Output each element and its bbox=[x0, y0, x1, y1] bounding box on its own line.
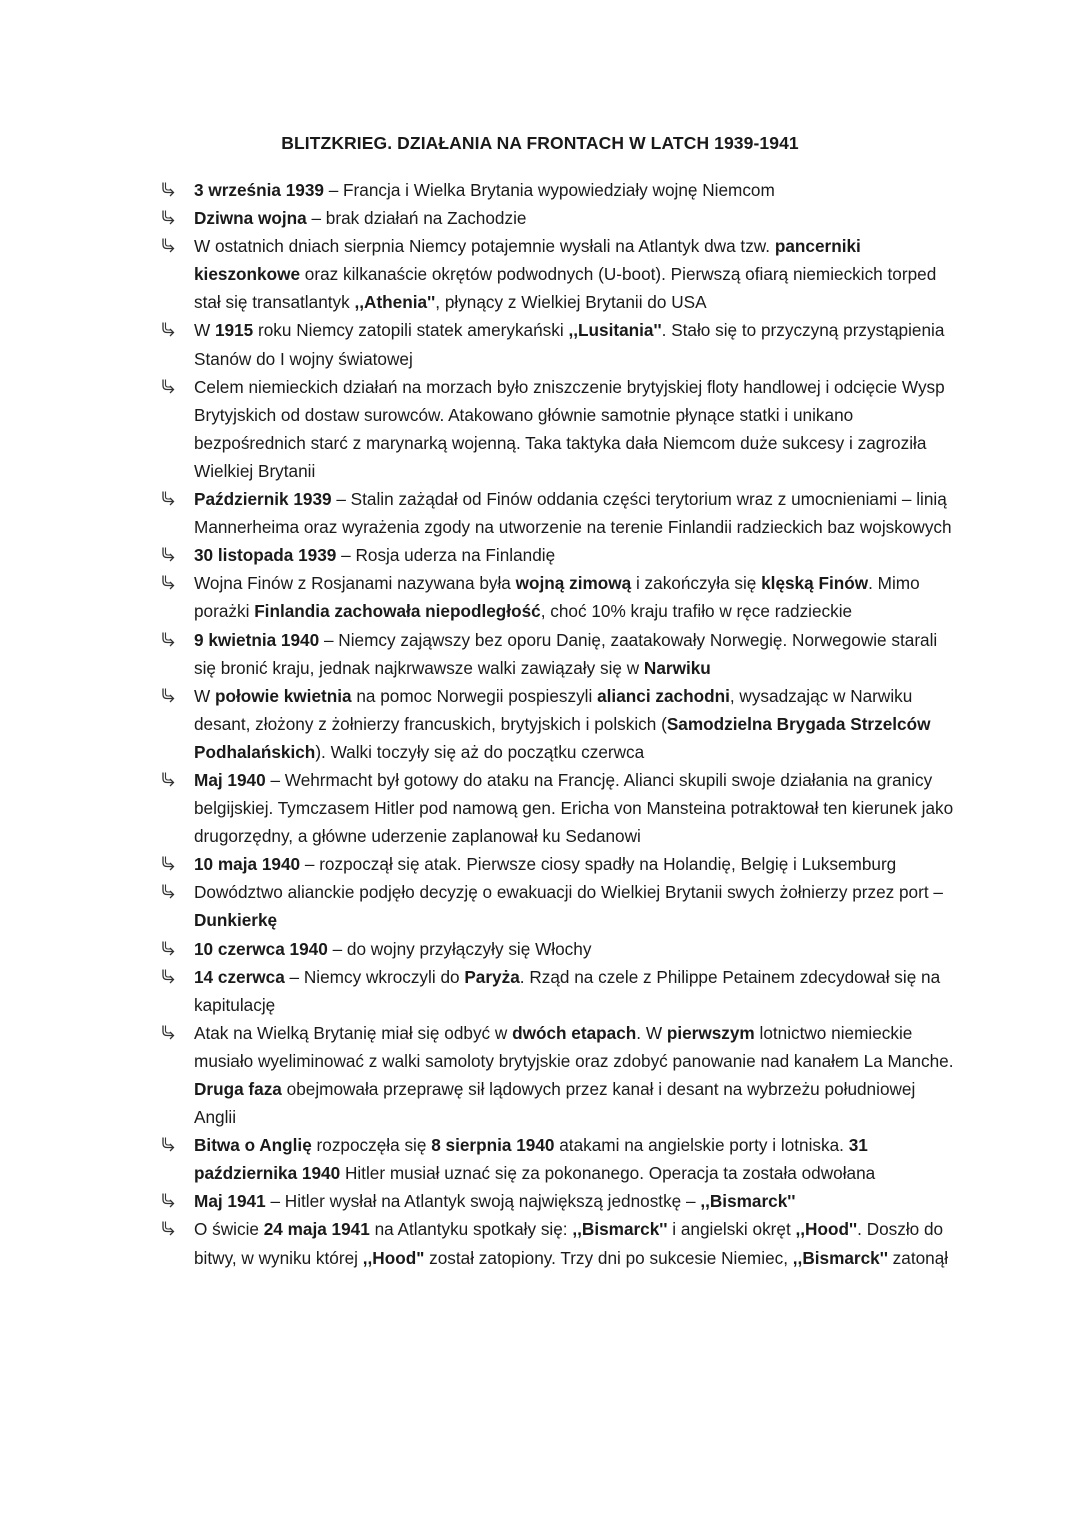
text-segment: rozpoczęła się bbox=[311, 1135, 432, 1156]
list-item-text bbox=[194, 204, 960, 232]
text-segment: O świcie bbox=[194, 1219, 264, 1240]
list-item-text bbox=[194, 878, 960, 934]
list-item-text bbox=[194, 1187, 960, 1215]
bold-segment: ,,Bismarck'' bbox=[572, 1219, 668, 1240]
bold-segment: 31 października 1940 bbox=[194, 1135, 868, 1184]
text-segment: W ostatnich dniach sierpnia Niemcy potajemnie wysłali na Atlantyk dwa tzw. bbox=[194, 236, 775, 257]
bold-segment: Samodzielna Brygada Strzelców Podhalańskich bbox=[194, 713, 931, 762]
list-item bbox=[160, 626, 960, 682]
bold-segment: ,,Bismarck'' bbox=[700, 1191, 796, 1212]
text-segment: – Stalin zażądał od Finów oddania części terytorium wraz z umocnieniami – linią Mannerheima oraz wyrażenia zgody na utworzenie na terenie Finlandii radzieckich baz wojskowych bbox=[194, 489, 952, 538]
text-segment: – do wojny przyłączyły się Włochy bbox=[327, 938, 592, 959]
bold-segment: 3 września 1939 bbox=[194, 180, 324, 200]
text-segment: Hitler musiał uznać się za pokonanego. Operacja ta została odwołana bbox=[340, 1163, 876, 1184]
text-segment: Wojna Finów z Rosjanami nazywana była bbox=[194, 573, 516, 594]
bold-segment: ,,Lusitania'' bbox=[568, 320, 662, 341]
list-item-text bbox=[194, 766, 960, 850]
list-item-text bbox=[194, 1019, 960, 1131]
list-item bbox=[160, 204, 960, 232]
bold-segment: wojną zimową bbox=[515, 573, 632, 594]
list-item-text bbox=[194, 541, 960, 569]
bold-segment: pierwszym bbox=[666, 1022, 755, 1043]
bold-segment: alianci zachodni bbox=[597, 685, 730, 706]
bold-segment: 10 czerwca 1940 bbox=[194, 938, 328, 959]
bold-segment: Październik 1939 bbox=[194, 489, 332, 510]
bold-segment: Bitwa o Anglię bbox=[194, 1135, 312, 1156]
bold-segment: Narwiku bbox=[643, 657, 711, 678]
hooked-arrow-icon bbox=[160, 232, 194, 260]
list-item bbox=[160, 176, 960, 204]
text-segment: , wysadzając w Narwiku desant, złożony z żołnierzy francuskich, brytyjskich i polskich ( bbox=[194, 685, 913, 734]
hooked-arrow-icon bbox=[160, 682, 194, 710]
text-segment: i angielski okręt bbox=[667, 1219, 796, 1240]
bold-segment: 30 listopada 1939 bbox=[194, 545, 337, 566]
list-item bbox=[160, 1215, 960, 1271]
list-item-text bbox=[194, 176, 960, 204]
list-item bbox=[160, 1019, 960, 1131]
bold-segment: Finlandia zachowała niepodległość bbox=[254, 601, 541, 622]
list-item-text bbox=[194, 1215, 960, 1271]
bold-segment: połowie kwietnia bbox=[215, 685, 352, 706]
list-item-text bbox=[194, 1131, 960, 1187]
text-segment: i zakończyła się bbox=[631, 573, 762, 594]
list-item bbox=[160, 485, 960, 541]
hooked-arrow-icon bbox=[160, 485, 194, 513]
text-segment: , płynący z Wielkiej Brytanii do USA bbox=[435, 292, 707, 313]
list-item bbox=[160, 1187, 960, 1215]
text-segment: został zatopiony. Trzy dni po sukcesie Niemiec, bbox=[424, 1247, 793, 1268]
text-segment: – Hitler wysłał na Atlantyk swoją największą jednostkę – bbox=[265, 1191, 701, 1212]
hooked-arrow-icon bbox=[160, 569, 194, 597]
hooked-arrow-icon bbox=[160, 1131, 194, 1159]
list-item bbox=[160, 963, 960, 1019]
list-item bbox=[160, 850, 960, 878]
bold-segment: 9 kwietnia 1940 bbox=[194, 629, 320, 650]
text-segment: roku Niemcy zatopili statek amerykański bbox=[253, 320, 569, 341]
hooked-arrow-icon bbox=[160, 766, 194, 794]
bold-segment: ,,Hood'' bbox=[795, 1219, 858, 1240]
text-segment: – Wehrmacht był gotowy do ataku na Francję. Alianci skupili swoje działania na granicy belgijskiej. Tymczasem Hitler pod namową gen. Ericha von Mansteina potraktował ten kierunek jako drugorzędny, a główne uderzenie zaplanował ku Sedanowi bbox=[194, 769, 954, 847]
list-item bbox=[160, 373, 960, 485]
bold-segment: 24 maja 1941 bbox=[263, 1219, 370, 1240]
text-segment: Dowództwo alianckie podjęło decyzję o ewakuacji do Wielkiej Brytanii swych żołnierzy przez port – bbox=[194, 882, 943, 903]
hooked-arrow-icon bbox=[160, 626, 194, 654]
list-item bbox=[160, 569, 960, 625]
text-segment: W bbox=[194, 320, 215, 341]
text-segment: . Doszło do bitwy, w wyniku której bbox=[194, 1219, 944, 1268]
list-item bbox=[160, 766, 960, 850]
bold-segment: dwóch etapach bbox=[512, 1022, 637, 1043]
list-item bbox=[160, 1131, 960, 1187]
list-item bbox=[160, 935, 960, 963]
list-item-text bbox=[194, 373, 960, 485]
bold-segment: pancerniki kieszonkowe bbox=[194, 236, 861, 285]
list-item bbox=[160, 682, 960, 766]
bold-segment: 1915 bbox=[215, 320, 254, 341]
list-item bbox=[160, 541, 960, 569]
text-segment: Atak na Wielką Brytanię miał się odbyć w bbox=[194, 1022, 513, 1043]
text-segment: – Francja i Wielka Brytania wypowiedziały wojnę Niemcom bbox=[323, 180, 775, 200]
list-item-text bbox=[194, 850, 960, 878]
hooked-arrow-icon bbox=[160, 541, 194, 569]
text-segment: zatonął bbox=[887, 1247, 949, 1268]
hooked-arrow-icon bbox=[160, 316, 194, 344]
bold-segment: Dziwna wojna bbox=[194, 208, 307, 229]
list-item-text bbox=[194, 682, 960, 766]
hooked-arrow-icon bbox=[160, 204, 194, 232]
list-item-text bbox=[194, 232, 960, 316]
bold-segment: Dunkierkę bbox=[194, 910, 278, 931]
bold-segment: ,,Bismarck'' bbox=[792, 1247, 888, 1268]
text-segment: – rozpoczął się atak. Pierwsze ciosy spadły na Holandię, Belgię i Luksemburg bbox=[300, 854, 897, 875]
bold-segment: Maj 1941 bbox=[194, 1191, 266, 1212]
text-segment: obejmowała przeprawę sił lądowych przez kanał i desant na wybrzeżu południowej Anglii bbox=[194, 1079, 916, 1128]
hooked-arrow-icon bbox=[160, 850, 194, 878]
hooked-arrow-icon bbox=[160, 935, 194, 963]
text-segment: . Mimo porażki bbox=[194, 573, 920, 622]
bold-segment: klęską Finów bbox=[761, 573, 869, 594]
text-segment: Celem niemieckich działań na morzach było zniszczenie brytyjskiej floty handlowej i odcięcie Wysp Brytyjskich od dostaw surowców. Atakowano głównie samotnie płynące statki i unikano bezpośrednich starć z marynarką wojenną. Taka taktyka dała Niemcom duże sukcesy i zagroziła Wielkiej Brytanii bbox=[194, 376, 945, 481]
list-item-text bbox=[194, 963, 960, 1019]
bold-segment: ,,Athenia'' bbox=[354, 292, 436, 313]
bold-segment: 14 czerwca bbox=[194, 966, 285, 987]
text-segment: . Stało się to przyczyną przystąpienia Stanów do I wojny światowej bbox=[194, 320, 945, 369]
text-segment: W bbox=[194, 685, 215, 706]
text-segment: ). Walki toczyły się aż do początku czerwca bbox=[315, 741, 645, 762]
text-segment: – Niemcy zająwszy bez oporu Danię, zaatakowały Norwegię. Norwegowie starali się bronić kraju, jednak najkrwawsze walki zawiązały się w bbox=[194, 629, 938, 678]
text-segment: lotnictwo niemieckie musiało wyeliminować z walki samoloty brytyjskie oraz zdobyć panowanie nad kanałem La Manche. bbox=[194, 1022, 954, 1071]
text-segment: . W bbox=[636, 1022, 667, 1043]
hooked-arrow-icon bbox=[160, 176, 194, 204]
text-segment: oraz kilkanaście okrętów podwodnych (U-boot). Pierwszą ofiarą niemieckich torped stał się transatlantyk bbox=[194, 264, 937, 313]
list-item bbox=[160, 878, 960, 934]
text-segment: , choć 10% kraju trafiło w ręce radzieckie bbox=[540, 601, 853, 622]
bullet-list bbox=[160, 176, 960, 1272]
list-item-text bbox=[194, 569, 960, 625]
hooked-arrow-icon bbox=[160, 1019, 194, 1047]
page-title: BLITZKRIEG. DZIAŁANIA NA FRONTACH W LATCH 1939-1941 bbox=[281, 133, 799, 153]
list-item-text bbox=[194, 626, 960, 682]
hooked-arrow-icon bbox=[160, 373, 194, 401]
text-segment: atakami na angielskie porty i lotniska. bbox=[554, 1135, 849, 1156]
hooked-arrow-icon bbox=[160, 963, 194, 991]
list-item bbox=[160, 232, 960, 316]
hooked-arrow-icon bbox=[160, 878, 194, 906]
bold-segment: 10 maja 1940 bbox=[194, 854, 301, 875]
text-segment: . Rząd na czele z Philippe Petainem zdecydował się na kapitulację bbox=[194, 966, 941, 1015]
list-item bbox=[160, 316, 960, 372]
hooked-arrow-icon bbox=[160, 1187, 194, 1215]
text-segment: na Atlantyku spotkały się: bbox=[369, 1219, 573, 1240]
text-segment: – Rosja uderza na Finlandię bbox=[336, 545, 556, 566]
bold-segment: 8 sierpnia 1940 bbox=[431, 1135, 555, 1156]
list-item-text bbox=[194, 935, 960, 963]
text-segment: na pomoc Norwegii pospieszyli bbox=[351, 685, 598, 706]
hooked-arrow-icon bbox=[160, 1215, 194, 1243]
list-item-text bbox=[194, 316, 960, 372]
bold-segment: Paryża bbox=[464, 966, 520, 987]
bold-segment: Druga faza bbox=[194, 1079, 282, 1099]
bold-segment: Maj 1940 bbox=[194, 769, 266, 790]
bold-segment: ,,Hood" bbox=[362, 1247, 425, 1268]
list-item-text bbox=[194, 485, 960, 541]
text-segment: – Niemcy wkroczyli do bbox=[284, 966, 465, 987]
text-segment: – brak działań na Zachodzie bbox=[306, 208, 527, 229]
